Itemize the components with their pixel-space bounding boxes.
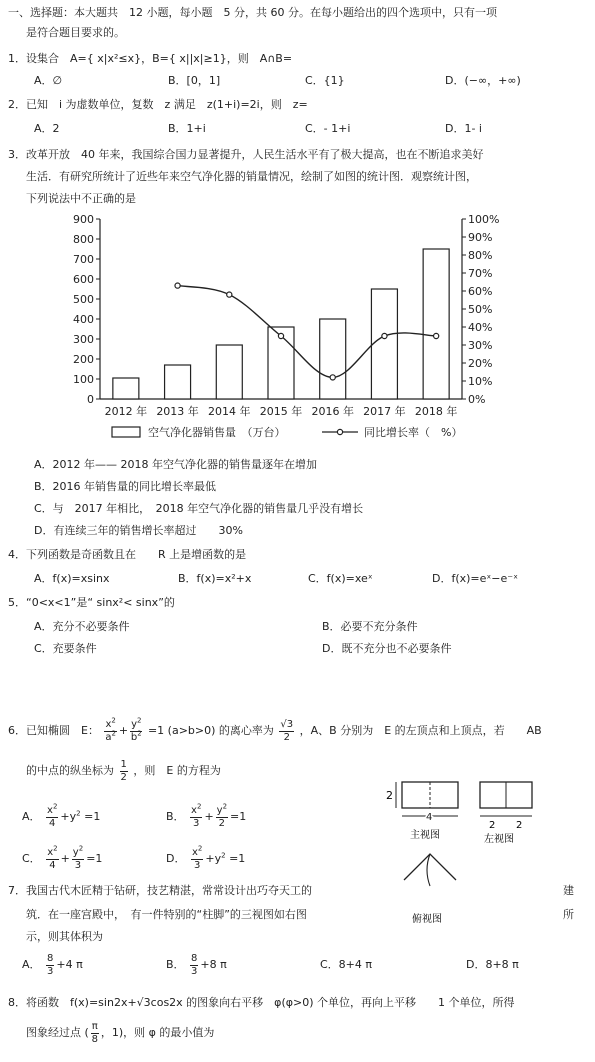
top-view-label: 俯视图 bbox=[412, 914, 442, 925]
q7-a-num: 8 bbox=[47, 952, 54, 964]
q6-stem-line1: 6．已知椭圆 E： $\frac{x^2}{a^2}$ + $\frac{y^2}{b^2}$ =1 (a>b>0) 的离心率为 $\frac{√3}{2}$ ，A、B 分别为 E 的左顶点和上顶点，若 AB bbox=[8, 716, 542, 743]
q3-option-d: D．有连续三年的销售增长率超过 30% bbox=[34, 524, 243, 537]
right-tick-label: 100% bbox=[468, 213, 500, 226]
q5-option-b: B．必要不充分条件 bbox=[322, 620, 418, 633]
q7-a-den: 3 bbox=[47, 965, 54, 977]
top-view-outline bbox=[404, 854, 456, 880]
growth-rate-point-2 bbox=[278, 333, 283, 338]
q3-stem-line3: 下列说法中不正确的是 bbox=[26, 192, 136, 205]
q8-line2-a: 图象经过点 ( bbox=[26, 1026, 89, 1039]
q6-eccentricity bbox=[279, 719, 294, 744]
x-tick-label: 2018 年 bbox=[414, 405, 458, 418]
q6-option-b-label: B． bbox=[166, 810, 185, 823]
q7-option-a-label: A． bbox=[22, 958, 41, 971]
q6-ecc-den: 2 bbox=[283, 731, 290, 743]
right-tick-label: 50% bbox=[468, 303, 493, 316]
right-tick-label: 40% bbox=[468, 321, 493, 334]
q3-option-b: B．2016 年销售量的同比增长率最低 bbox=[34, 480, 217, 493]
q5-option-a: A．充分不必要条件 bbox=[34, 620, 130, 633]
q3-stem-line1: 3．改革开放 40 年来，我国综合国力显著提升，人民生活水平有了极大提高，也在不断追求美好 bbox=[8, 148, 484, 161]
bar-4 bbox=[320, 319, 346, 399]
q6-option-d-label: D． bbox=[166, 852, 186, 865]
q3-stem-line2: 生活．有研究所统计了近些年来空气净化器的销量情况，绘制了如图的统计图．观察统计图， bbox=[26, 170, 477, 183]
bar-5 bbox=[371, 289, 397, 399]
q2-option-a: A．2 bbox=[34, 122, 60, 135]
q4-option-b: B．f(x)=x²+x bbox=[178, 572, 252, 585]
x-tick-label: 2017 年 bbox=[363, 405, 406, 418]
right-tick-label: 20% bbox=[468, 357, 493, 370]
q2-stem: 2．已知 i 为虚数单位，复数 z 满足 z(1+i)=2i，则 z= bbox=[8, 98, 308, 111]
right-tick-label: 60% bbox=[468, 285, 493, 298]
side-view-label: 左视图 bbox=[484, 834, 514, 845]
top-view-curve bbox=[427, 854, 430, 886]
q1-option-c: C．{1} bbox=[305, 74, 345, 87]
q7-stem-line2: 筑．在一座宫殿中， 有一件特别的“柱脚”的三视图如右图 bbox=[26, 908, 307, 921]
right-tick-label: 0% bbox=[468, 393, 486, 406]
q7-option-a bbox=[22, 952, 83, 978]
left-tick-label: 300 bbox=[73, 333, 94, 346]
q6-line2-a: 的中点的纵坐标为 bbox=[26, 764, 114, 777]
q4-option-a: A．f(x)=xsinx bbox=[34, 572, 110, 585]
q6-ecc-num: √3 bbox=[280, 718, 294, 730]
q6-option-c-label: C． bbox=[22, 852, 41, 865]
q8-pi-num: π bbox=[91, 1020, 98, 1032]
q7-right-char-2: 所 bbox=[563, 908, 574, 921]
q1-option-b: B．[0，1] bbox=[168, 74, 221, 87]
q5-option-c: C．充要条件 bbox=[34, 642, 97, 655]
legend-line-label: 同比增长率（ %） bbox=[364, 426, 463, 439]
growth-rate-point-1 bbox=[227, 292, 232, 297]
q1-option-a: A．∅ bbox=[34, 74, 63, 87]
q6-mid-den: 2 bbox=[120, 771, 127, 783]
left-tick-label: 800 bbox=[73, 233, 94, 246]
front-height-label: 2 bbox=[386, 789, 393, 802]
q4-option-c: C．f(x)=xeˣ bbox=[308, 572, 373, 585]
front-width-label: 4 bbox=[426, 812, 433, 823]
x-tick-label: 2016 年 bbox=[311, 405, 354, 418]
q7-b-num: 8 bbox=[191, 952, 198, 964]
q6-y2-over-b2: $\frac{y^2}{b^2}$ bbox=[130, 716, 142, 743]
bar-0 bbox=[113, 378, 139, 399]
growth-rate-point-0 bbox=[175, 283, 180, 288]
x-tick-label: 2013 年 bbox=[156, 405, 199, 418]
left-tick-label: 400 bbox=[73, 313, 94, 326]
q1-stem: 1．设集合 A={ x|x²≤x}，B={ x||x|≥1}，则 A∩B= bbox=[8, 52, 293, 65]
q4-stem: 4．下列函数是奇函数且在 R 上是增函数的是 bbox=[8, 548, 247, 561]
q7-a-tail: +4 π bbox=[56, 958, 83, 971]
q7-option-d: D．8+8 π bbox=[466, 958, 519, 971]
left-tick-label: 500 bbox=[73, 293, 94, 306]
q3-option-c: C．与 2017 年相比， 2018 年空气净化器的销售量几乎没有增长 bbox=[34, 502, 364, 515]
bar-6 bbox=[423, 249, 449, 399]
growth-rate-point-4 bbox=[382, 333, 387, 338]
q6-option-b: B． $\frac{x^2}{3}$ + $\frac{y^2}{2}$ =1 bbox=[166, 802, 247, 829]
q6-stem-c: ，A、B 分别为 E 的左顶点和上顶点，若 AB bbox=[299, 724, 542, 737]
section-heading-cont: 是符合题目要求的。 bbox=[26, 26, 125, 39]
q6-option-a: A． $\frac{x^2}{4}$ $+y^2 =1$ bbox=[22, 802, 101, 829]
q3-option-a: A．2012 年—— 2018 年空气净化器的销售量逐年在增加 bbox=[34, 458, 318, 471]
q7-option-c: C．8+4 π bbox=[320, 958, 373, 971]
right-tick-label: 70% bbox=[468, 267, 493, 280]
sales-chart bbox=[0, 205, 595, 450]
q4-option-d: D．f(x)=eˣ−e⁻ˣ bbox=[432, 572, 518, 585]
q8-stem-line2 bbox=[26, 1020, 214, 1046]
right-tick-label: 10% bbox=[468, 375, 493, 388]
bar-1 bbox=[165, 365, 191, 399]
q8-pi-den: 8 bbox=[91, 1033, 98, 1045]
q7-option-b-label: B． bbox=[166, 958, 185, 971]
side-left-label: 2 bbox=[489, 820, 496, 831]
q2-option-d: D．1- i bbox=[445, 122, 482, 135]
left-tick-label: 900 bbox=[73, 213, 94, 226]
q5-option-d: D．既不充分也不必要条件 bbox=[322, 642, 452, 655]
q1-option-d: D．(−∞，+∞) bbox=[445, 74, 521, 87]
q7-option-b bbox=[166, 952, 227, 978]
right-tick-label: 30% bbox=[468, 339, 493, 352]
q6-mid-num: 1 bbox=[120, 758, 127, 770]
right-tick-label: 90% bbox=[468, 231, 493, 244]
q6-option-c: C． $\frac{x^2}{4}$ + $\frac{y^2}{3}$ =1 bbox=[22, 844, 103, 871]
q6-stem-b: =1 (a>b>0) 的离心率为 bbox=[147, 724, 274, 737]
q2-option-b: B．1+i bbox=[168, 122, 206, 135]
q6-option-d: D． $\frac{x^2}{3}$ $+y^2 =1$ bbox=[166, 844, 246, 871]
q8-stem-line1: 8．将函数 f(x)=sin2x+√3cos2x 的图象向右平移 φ(φ>0) 个单位，再向上平移 1 个单位，所得 bbox=[8, 996, 515, 1009]
right-tick-label: 80% bbox=[468, 249, 493, 262]
q7-right-char-1: 建 bbox=[563, 884, 574, 897]
legend-bar-swatch bbox=[112, 427, 140, 437]
section-heading: 一、选择题：本大题共 12 小题，每小题 5 分，共 60 分。在每小题给出的四个选项中，只有一项 bbox=[8, 6, 497, 19]
q2-option-c: C．- 1+i bbox=[305, 122, 351, 135]
bar-2 bbox=[216, 345, 242, 399]
q6-option-a-label: A． bbox=[22, 810, 41, 823]
growth-rate-point-3 bbox=[330, 375, 335, 380]
q6-mid-frac bbox=[120, 759, 128, 784]
q6-line2-b: ，则 E 的方程为 bbox=[133, 764, 221, 777]
q6-stem-a: 6．已知椭圆 E： bbox=[8, 724, 99, 737]
q7-stem-line1: 7．我国古代木匠精于钻研，技艺精湛，常常设计出巧夺天工的 bbox=[8, 884, 312, 897]
side-right-label: 2 bbox=[516, 820, 523, 831]
q7-b-tail: +8 π bbox=[200, 958, 227, 971]
left-tick-label: 600 bbox=[73, 273, 94, 286]
q8-point-x bbox=[91, 1021, 99, 1046]
q5-stem: 5．“0<x<1”是“ sinx²< sinx”的 bbox=[8, 596, 175, 609]
x-tick-label: 2012 年 bbox=[104, 405, 148, 418]
q8-line2-b: ，1)，则 φ 的最小值为 bbox=[100, 1026, 215, 1039]
q6-stem-line2 bbox=[26, 758, 221, 784]
growth-rate-point-5 bbox=[434, 333, 439, 338]
q6-x2-over-a2: $\frac{x^2}{a^2}$ bbox=[105, 716, 116, 743]
front-view-label: 主视图 bbox=[410, 830, 440, 841]
legend-line-marker bbox=[337, 429, 342, 434]
left-tick-label: 200 bbox=[73, 353, 94, 366]
q7-stem-line3: 示，则其体积为 bbox=[26, 930, 103, 943]
x-tick-label: 2014 年 bbox=[208, 405, 251, 418]
left-tick-label: 700 bbox=[73, 253, 94, 266]
legend-bar-label: 空气净化器销售量 （万台） bbox=[148, 426, 286, 439]
three-views-figure bbox=[376, 770, 556, 930]
q7-b-den: 3 bbox=[191, 965, 198, 977]
left-tick-label: 0 bbox=[87, 393, 94, 406]
x-tick-label: 2015 年 bbox=[259, 405, 303, 418]
left-tick-label: 100 bbox=[73, 373, 94, 386]
